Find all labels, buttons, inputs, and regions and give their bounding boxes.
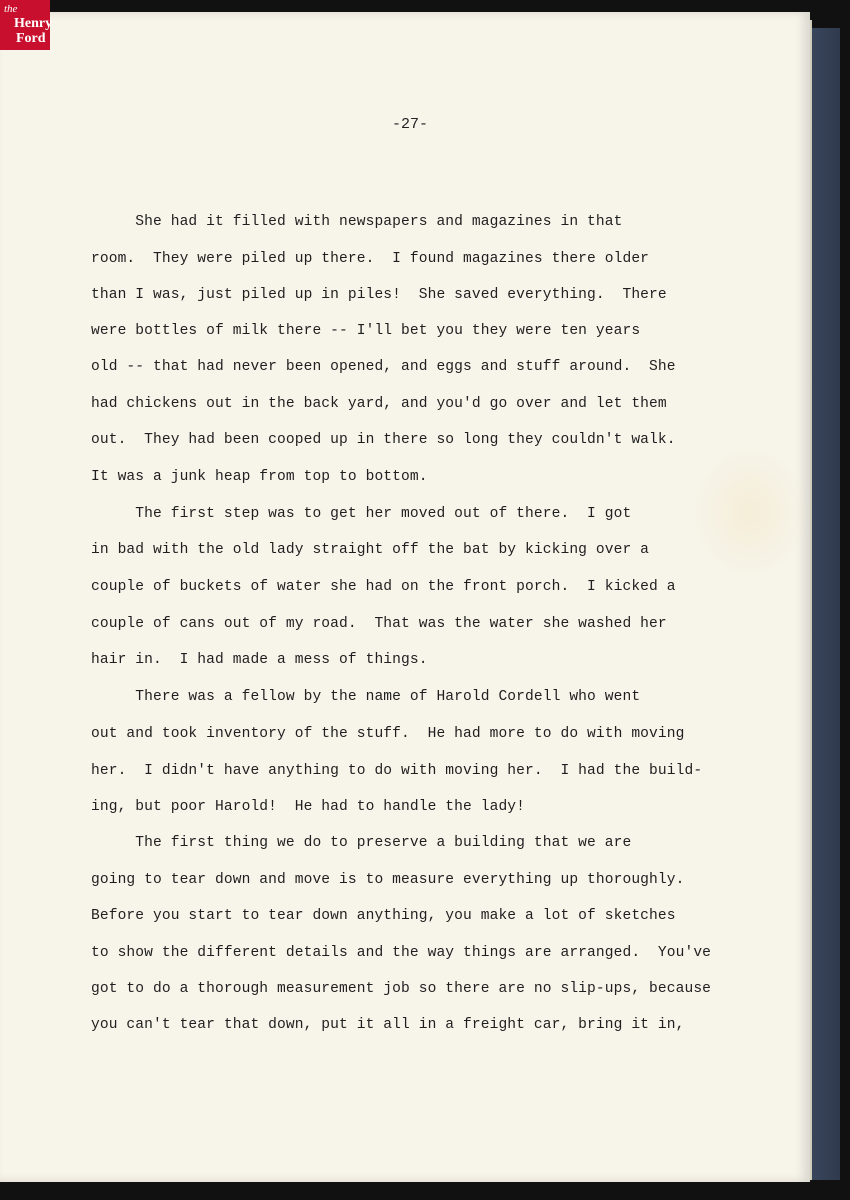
text-line: She had it filled with newspapers and magazines in that bbox=[91, 214, 623, 230]
text-line: got to do a thorough measurement job so there are no slip-ups, because bbox=[91, 981, 712, 997]
text-line: couple of buckets of water she had on the front porch. I kicked a bbox=[91, 579, 676, 595]
logo-ford-text: Ford bbox=[16, 31, 46, 46]
text-line: in bad with the old lady straight off the bat by kicking over a bbox=[91, 542, 650, 558]
logo-the-text: the bbox=[4, 3, 18, 15]
text-line: you can't tear that down, put it all in a freight car, bring it in, bbox=[91, 1017, 685, 1033]
text-line: There was a fellow by the name of Harold Cordell who went bbox=[91, 689, 641, 705]
text-line: were bottles of milk there -- I'll bet you they were ten years bbox=[91, 323, 641, 339]
text-line: Before you start to tear down anything, you make a lot of sketches bbox=[91, 908, 676, 924]
text-line: The first step was to get her moved out of there. I got bbox=[91, 506, 632, 522]
text-line: The first thing we do to preserve a building that we are bbox=[91, 835, 632, 851]
logo-henry-text: Henry bbox=[14, 16, 53, 31]
text-line: ing, but poor Harold! He had to handle the lady! bbox=[91, 799, 526, 815]
text-line: out and took inventory of the stuff. He had more to do with moving bbox=[91, 726, 685, 742]
text-line: couple of cans out of my road. That was the water she washed her bbox=[91, 616, 667, 632]
text-line: to show the different details and the way things are arranged. You've bbox=[91, 945, 712, 961]
document-page bbox=[0, 12, 810, 1182]
text-line: going to tear down and move is to measure everything up thoroughly. bbox=[91, 872, 685, 888]
henry-ford-logo bbox=[0, 0, 53, 50]
text-line: out. They had been cooped up in there so long they couldn't walk. bbox=[91, 432, 676, 448]
text-line: her. I didn't have anything to do with moving her. I had the build- bbox=[91, 763, 703, 779]
text-line: hair in. I had made a mess of things. bbox=[91, 652, 428, 668]
page-number: -27- bbox=[391, 116, 428, 133]
text-line: than I was, just piled up in piles! She saved everything. There bbox=[91, 287, 667, 303]
text-line: It was a junk heap from top to bottom. bbox=[91, 469, 428, 485]
text-line: old -- that had never been opened, and eggs and stuff around. She bbox=[91, 359, 676, 375]
text-line: had chickens out in the back yard, and you'd go over and let them bbox=[91, 396, 667, 412]
paper-stain bbox=[690, 442, 810, 582]
text-line: room. They were piled up there. I found magazines there older bbox=[91, 251, 650, 267]
